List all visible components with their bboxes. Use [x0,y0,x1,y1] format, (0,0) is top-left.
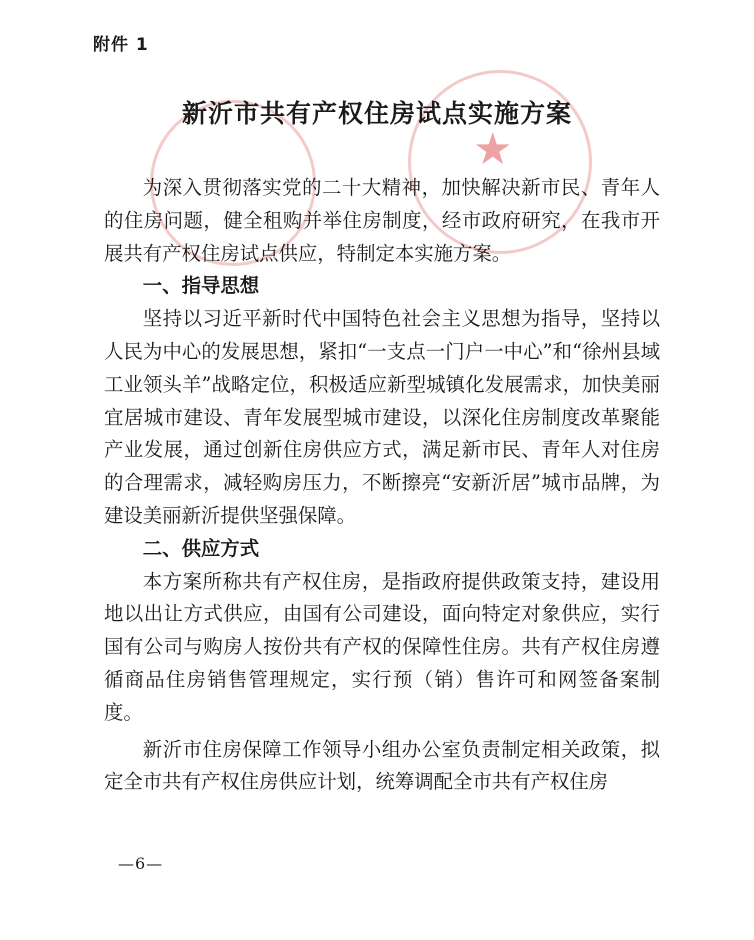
section-paragraph: 本方案所称共有产权住房，是指政府提供政策支持，建设用地以出让方式供应，由国有公司建设，面向特定对象供应，实行国有公司与购房人按份共有产权的保障性住房。共有产权住房遵循商品住房销售管理规定，实行预（销）售许可和网签备案制度。 [104,569,660,724]
page-number: —6— [118,854,164,873]
document-body [104,172,660,799]
document-title: 新沂市共有产权住房试点实施方案 [181,99,572,128]
attachment-label: 附件 1 [93,35,149,55]
section-heading-guiding-thought: 一、指导思想 [142,274,260,298]
seal-star-icon: ★ [473,124,513,175]
section-paragraph: 新沂市住房保障工作领导小组办公室负责制定相关政策，拟定全市共有产权住房供应计划，统筹调配全市共有产权住房 [104,737,660,794]
section-heading-supply-method: 二、供应方式 [142,536,260,560]
intro-paragraph: 为深入贯彻落实党的二十大精神，加快解决新市民、青年人的住房问题，健全租购并举住房制度，经市政府研究，在我市开展共有产权住房试点供应，特制定本实施方案。 [104,176,660,265]
section-paragraph: 坚持以习近平新时代中国特色社会主义思想为指导，坚持以人民为中心的发展思想，紧扣“一支点一门户一中心”和“徐州县域工业领头羊”战略定位，积极适应新型城镇化发展需求，加快美丽宜居城市建设、青年发展型城市建设，以深化住房制度改革聚能产业发展，通过创新住房供应方式，满足新市民、青年人对住房的合理需求，减轻购房压力，不断擦亮“安新沂居”城市品牌，为建设美丽新沂提供坚强保障。 [104,307,660,527]
